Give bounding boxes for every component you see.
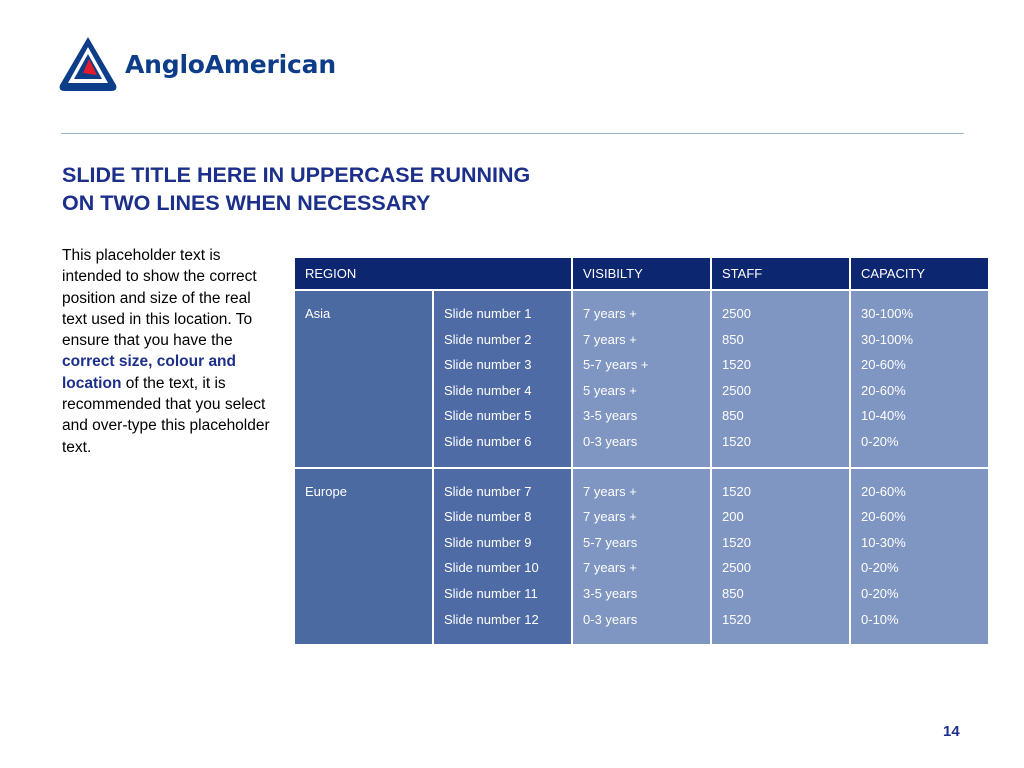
cell-value: Slide number 10 bbox=[444, 560, 539, 576]
cell-value: Slide number 9 bbox=[444, 534, 532, 550]
cell-value: Slide number 6 bbox=[444, 433, 532, 449]
region-label: Europe bbox=[305, 483, 347, 499]
cell-value: 30-100% bbox=[861, 331, 914, 347]
cell-value: Slide number 2 bbox=[444, 331, 532, 347]
region-label: Asia bbox=[305, 306, 331, 321]
body-text-highlight: correct size, colour and location bbox=[62, 353, 236, 392]
cell-value: 0-3 years bbox=[583, 433, 638, 449]
staff-cell bbox=[711, 468, 850, 646]
region-cell bbox=[295, 290, 433, 468]
table-row bbox=[295, 468, 988, 646]
cell-value: 0-20% bbox=[861, 560, 899, 576]
cell-value: 0-20% bbox=[861, 585, 899, 601]
cell-value: 7 years + bbox=[583, 483, 637, 499]
cell-value: Slide number 1 bbox=[444, 306, 532, 321]
body-text-part-2: of the text, it is recommended that you select and over-type this placeholder text. bbox=[62, 374, 270, 456]
slide-cell bbox=[433, 290, 572, 468]
header-visibility: VISIBILTY bbox=[572, 258, 711, 290]
capacity-cell bbox=[850, 290, 988, 468]
cell-value: 10-30% bbox=[861, 534, 906, 550]
table-body bbox=[295, 290, 988, 645]
page-number: 14 bbox=[943, 723, 960, 740]
cell-value: Slide number 5 bbox=[444, 408, 532, 424]
cell-value: 200 bbox=[722, 509, 744, 525]
cell-value: Slide number 12 bbox=[444, 611, 539, 627]
cell-value: 2500 bbox=[722, 382, 751, 398]
visibility-cell bbox=[572, 290, 711, 468]
table-header-row bbox=[295, 258, 988, 290]
cell-value: 1520 bbox=[722, 483, 751, 499]
cell-value: 850 bbox=[722, 331, 744, 347]
company-logo bbox=[58, 34, 336, 94]
cell-value: 3-5 years bbox=[583, 408, 638, 424]
cell-value: 7 years + bbox=[583, 306, 637, 321]
cell-value: 3-5 years bbox=[583, 585, 638, 601]
cell-value: Slide number 11 bbox=[444, 585, 538, 601]
cell-value: 5 years + bbox=[583, 382, 637, 398]
cell-value: 1520 bbox=[722, 534, 751, 550]
cell-value: 20-60% bbox=[861, 357, 906, 373]
capacity-cell bbox=[850, 468, 988, 646]
cell-value: 20-60% bbox=[861, 483, 906, 499]
anglo-american-emblem-icon bbox=[58, 35, 118, 93]
cell-value: 20-60% bbox=[861, 509, 906, 525]
cell-value: 850 bbox=[722, 408, 744, 424]
cell-value: 20-60% bbox=[861, 382, 906, 398]
table-row bbox=[295, 290, 988, 468]
cell-value: 10-40% bbox=[861, 408, 906, 424]
body-text-part-1: This placeholder text is intended to show the correct position and size of the real text used in this location. To ensure that you have the bbox=[62, 247, 257, 350]
header-region: REGION bbox=[295, 258, 572, 290]
header-divider bbox=[61, 133, 964, 134]
slide-cell bbox=[433, 468, 572, 646]
cell-value: 1520 bbox=[722, 433, 751, 449]
cell-value: 0-3 years bbox=[583, 611, 638, 627]
placeholder-body-text bbox=[62, 245, 277, 458]
region-data-table bbox=[295, 258, 988, 646]
header-capacity: CAPACITY bbox=[850, 258, 988, 290]
slide-title-line-1: SLIDE TITLE HERE IN UPPERCASE RUNNING bbox=[62, 163, 531, 187]
visibility-cell bbox=[572, 468, 711, 646]
cell-value: 1520 bbox=[722, 611, 751, 627]
cell-value: Slide number 3 bbox=[444, 357, 532, 373]
cell-value: 0-20% bbox=[861, 433, 899, 449]
cell-value: 850 bbox=[722, 585, 744, 601]
cell-value: Slide number 8 bbox=[444, 509, 532, 525]
cell-value: 1520 bbox=[722, 357, 751, 373]
brand-name: AngloAmerican bbox=[125, 49, 336, 79]
cell-value: Slide number 7 bbox=[444, 483, 532, 499]
slide-title-line-2: ON TWO LINES WHEN NECESSARY bbox=[62, 191, 431, 215]
cell-value: 2500 bbox=[722, 306, 751, 321]
staff-cell bbox=[711, 290, 850, 468]
cell-value: 7 years + bbox=[583, 331, 637, 347]
cell-value: 2500 bbox=[722, 560, 751, 576]
cell-value: Slide number 4 bbox=[444, 382, 532, 398]
cell-value: 7 years + bbox=[583, 560, 637, 576]
header-staff: STAFF bbox=[711, 258, 850, 290]
cell-value: 7 years + bbox=[583, 509, 637, 525]
cell-value: 5-7 years + bbox=[583, 357, 649, 373]
cell-value: 5-7 years bbox=[583, 534, 638, 550]
slide-title bbox=[62, 161, 530, 217]
cell-value: 30-100% bbox=[861, 306, 914, 321]
cell-value: 0-10% bbox=[861, 611, 899, 627]
region-cell bbox=[295, 468, 433, 646]
